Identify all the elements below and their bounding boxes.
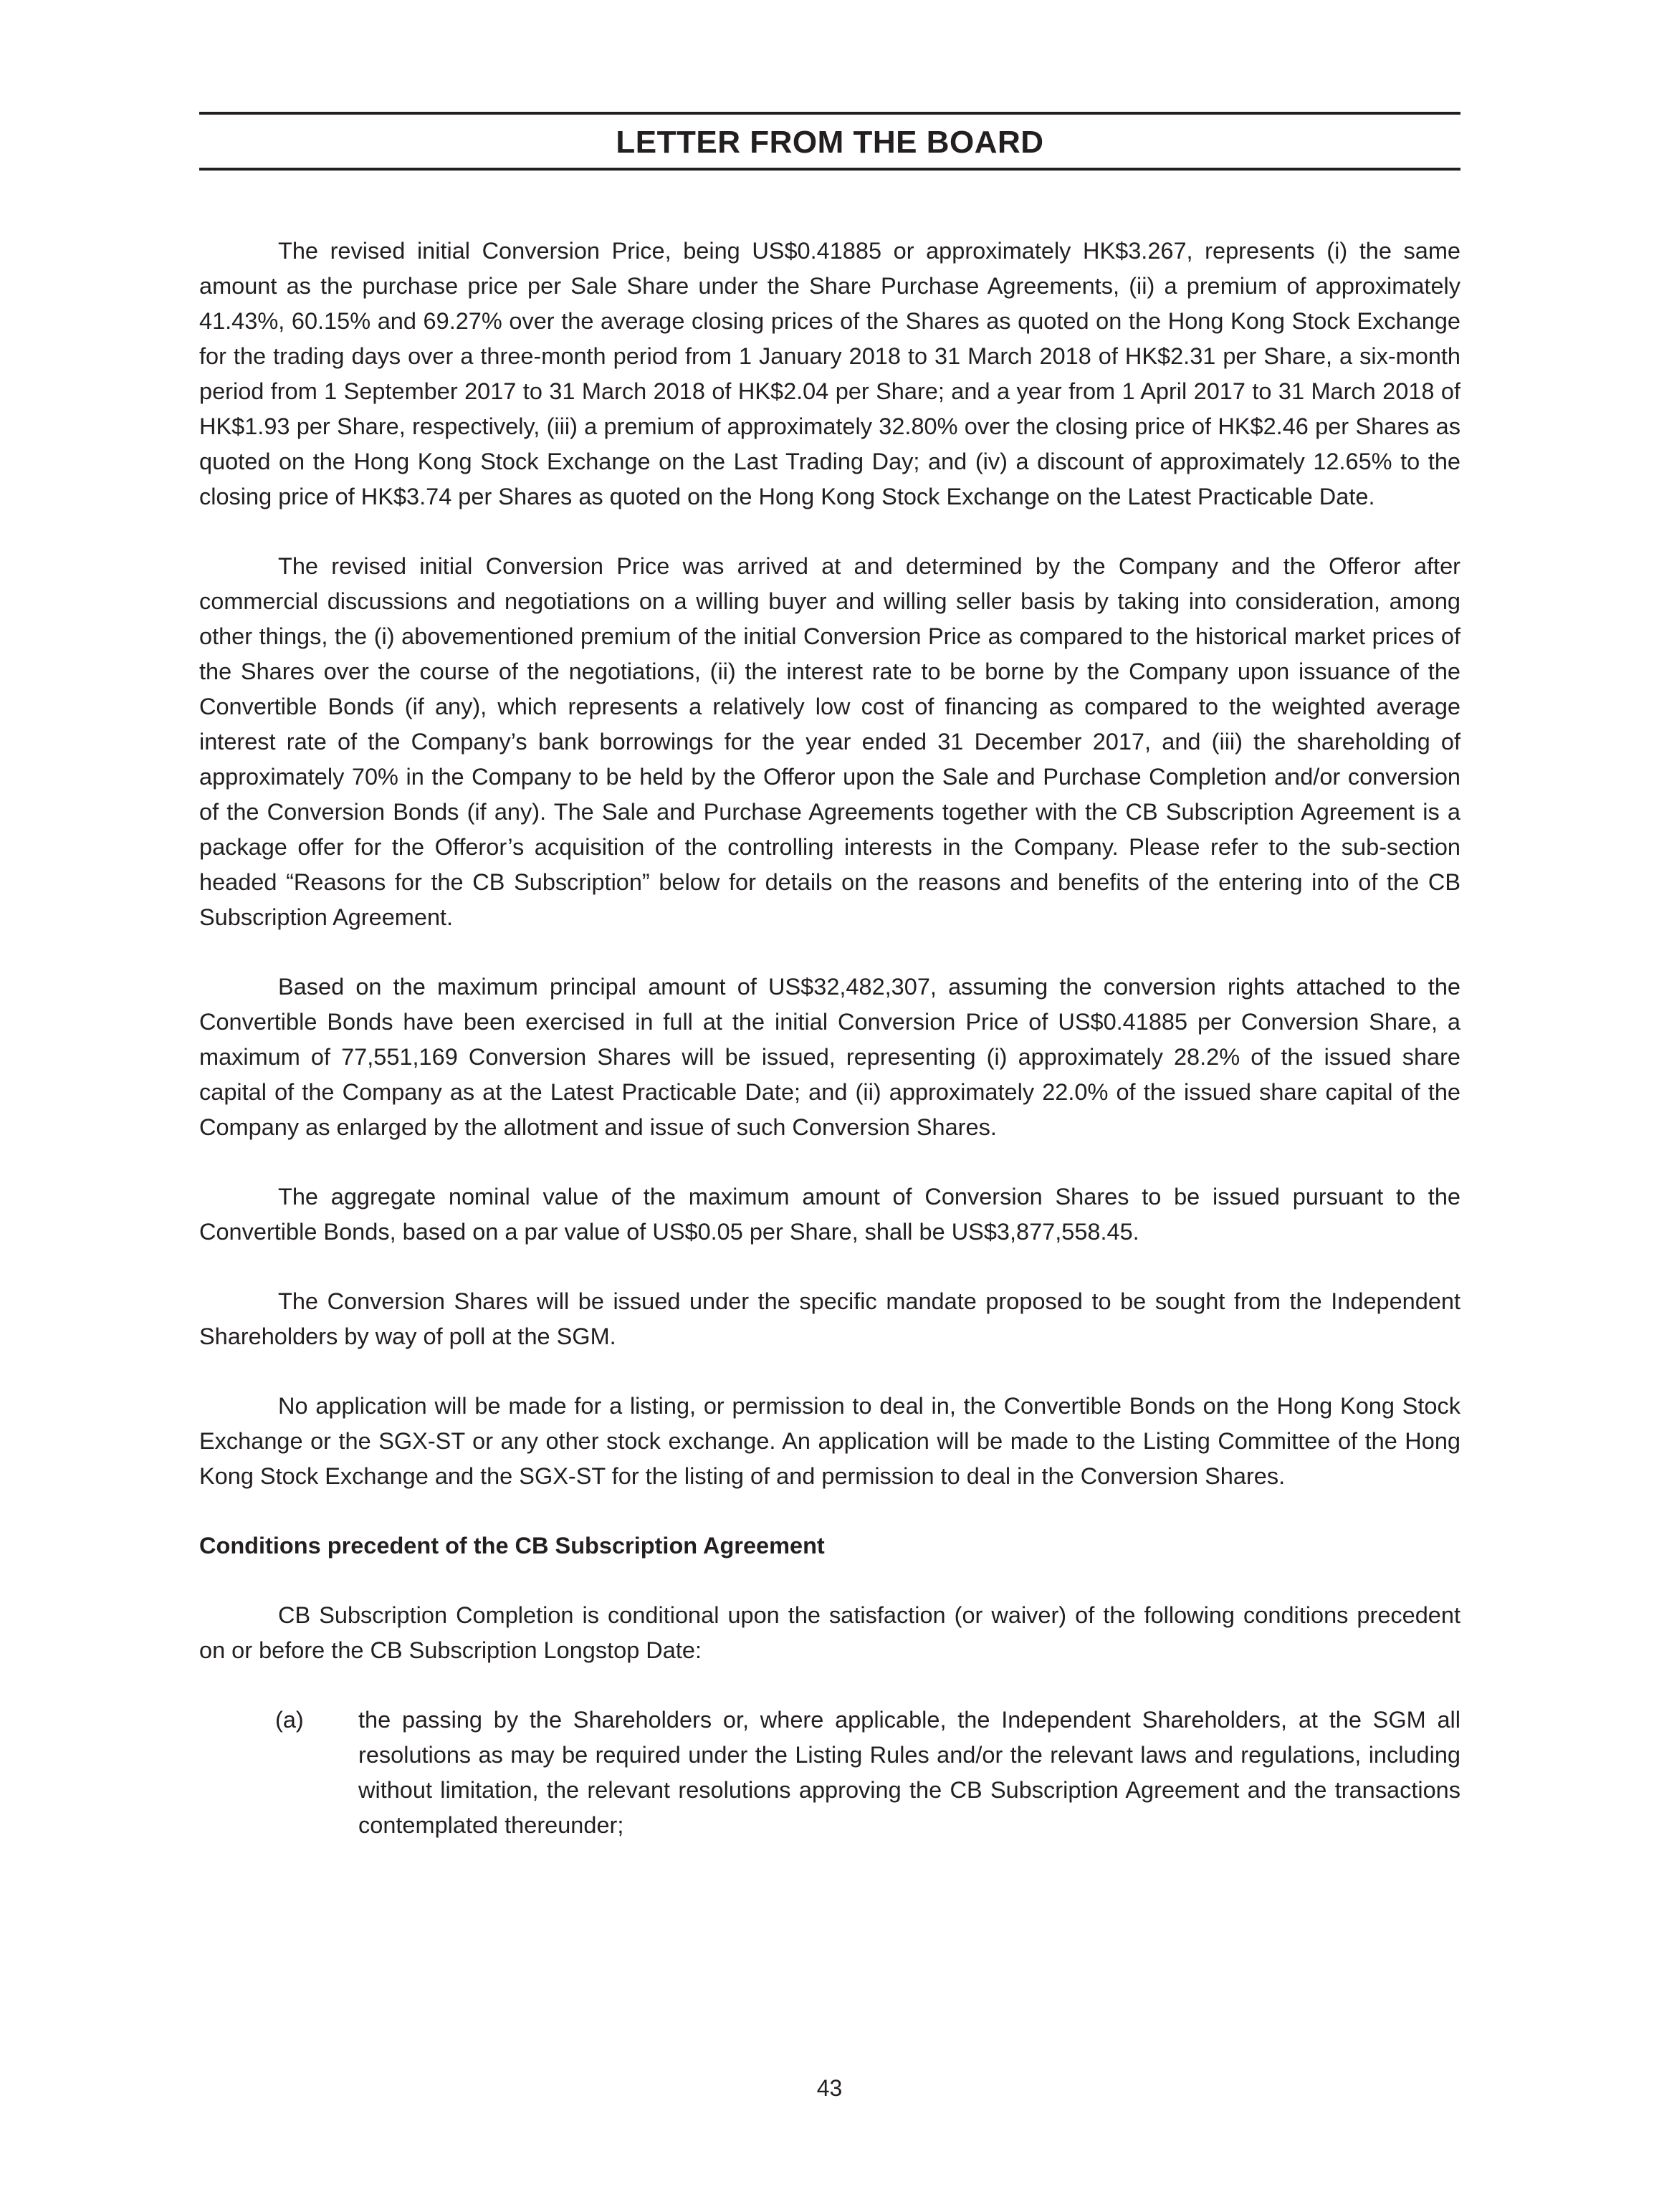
page-header	[199, 112, 1460, 171]
paragraph-listing-application: No application will be made for a listing, or permission to deal in, the Convertible Bonds on the Hong Kong Stock Exchange or the SGX-ST or any other stock exchange. An application will be made to the Listing Committee of the Hong Kong Stock Exchange and the SGX-ST for the listing of and permission to deal in the Conversion Shares.	[199, 1393, 1460, 1489]
paragraph-conversion-price: The revised initial Conversion Price, being US$0.41885 or approximately HK$3.267, represents (i) the same amount as the purchase price per Sale Share under the Share Purchase Agreements, (ii) a premium of approximately 41.43%, 60.15% and 69.27% over the average closing prices of the Shares as quoted on the Hong Kong Stock Exchange for the trading days over a three-month period from 1 January 2018 to 31 March 2018 of HK$2.31 per Share, a six-month period from 1 September 2017 to 31 March 2018 of HK$2.04 per Share; and a year from 1 April 2017 to 31 March 2018 of HK$1.93 per Share, respectively, (iii) a premium of approximately 32.80% over the closing price of HK$2.46 per Shares as quoted on the Hong Kong Stock Exchange on the Last Trading Day; and (iv) a discount of approximately 12.65% to the closing price of HK$3.74 per Shares as quoted on the Hong Kong Stock Exchange on the Latest Practicable Date.	[199, 238, 1460, 509]
paragraph-maximum-principal: Based on the maximum principal amount of US$32,482,307, assuming the conversion rights attached to the Convertible Bonds have been exercised in full at the initial Conversion Price of US$0.41885 per Conversion Share, a maximum of 77,551,169 Conversion Shares will be issued, representing (i) approximately 28.2% of the issued share capital of the Company as at the Latest Practicable Date; and (ii) approximately 22.0% of the issued share capital of the Company as enlarged by the allotment and issue of such Conversion Shares.	[199, 974, 1460, 1140]
paragraph-specific-mandate: The Conversion Shares will be issued under the specific mandate proposed to be sought from the Independent Shareholders by way of poll at the SGM.	[199, 1288, 1460, 1349]
page-number: 43	[816, 2075, 843, 2101]
paragraph-nominal-value: The aggregate nominal value of the maximum amount of Conversion Shares to be issued pursuant to the Convertible Bonds, based on a par value of US$0.05 per Share, shall be US$3,877,558.45.	[199, 1184, 1460, 1245]
condition-item-text: the passing by the Shareholders or, where applicable, the Independent Shareholders, at the SGM all resolutions as may be required under the Listing Rules and/or the relevant laws and regulations, including without limitation, the relevant resolutions approving the CB Subscription Agreement and the transactions contemplated thereunder;	[358, 1707, 1460, 1838]
condition-item-marker: (a)	[275, 1707, 304, 1733]
body-content	[199, 234, 1460, 1843]
page-title: LETTER FROM THE BOARD	[616, 125, 1044, 160]
condition-item	[199, 1703, 1460, 1843]
paragraph-price-determination: The revised initial Conversion Price was arrived at and determined by the Company and the Offeror after commercial discussions and negotiations on a willing buyer and willing seller basis by taking into consideration, among other things, the (i) abovementioned premium of the initial Conversion Price as compared to the historical market prices of the Shares over the course of the negotiations, (ii) the interest rate to be borne by the Company upon issuance of the Convertible Bonds (if any), which represents a relatively low cost of financing as compared to the weighted average interest rate of the Company’s bank borrowings for the year ended 31 December 2017, and (iii) the shareholding of approximately 70% in the Company to be held by the Offeror upon the Sale and Purchase Completion and/or conversion of the Conversion Bonds (if any). The Sale and Purchase Agreements together with the CB Subscription Agreement is a package offer for the Offeror’s acquisition of the controlling interests in the Company. Please refer to the sub-section headed “Reasons for the CB Subscription” below for details on the reasons and benefits of the entering into of the CB Subscription Agreement.	[199, 553, 1460, 930]
section-intro: CB Subscription Completion is conditional upon the satisfaction (or waiver) of the following conditions precedent on or before the CB Subscription Longstop Date:	[199, 1602, 1460, 1663]
section-heading: Conditions precedent of the CB Subscription Agreement	[199, 1533, 825, 1559]
